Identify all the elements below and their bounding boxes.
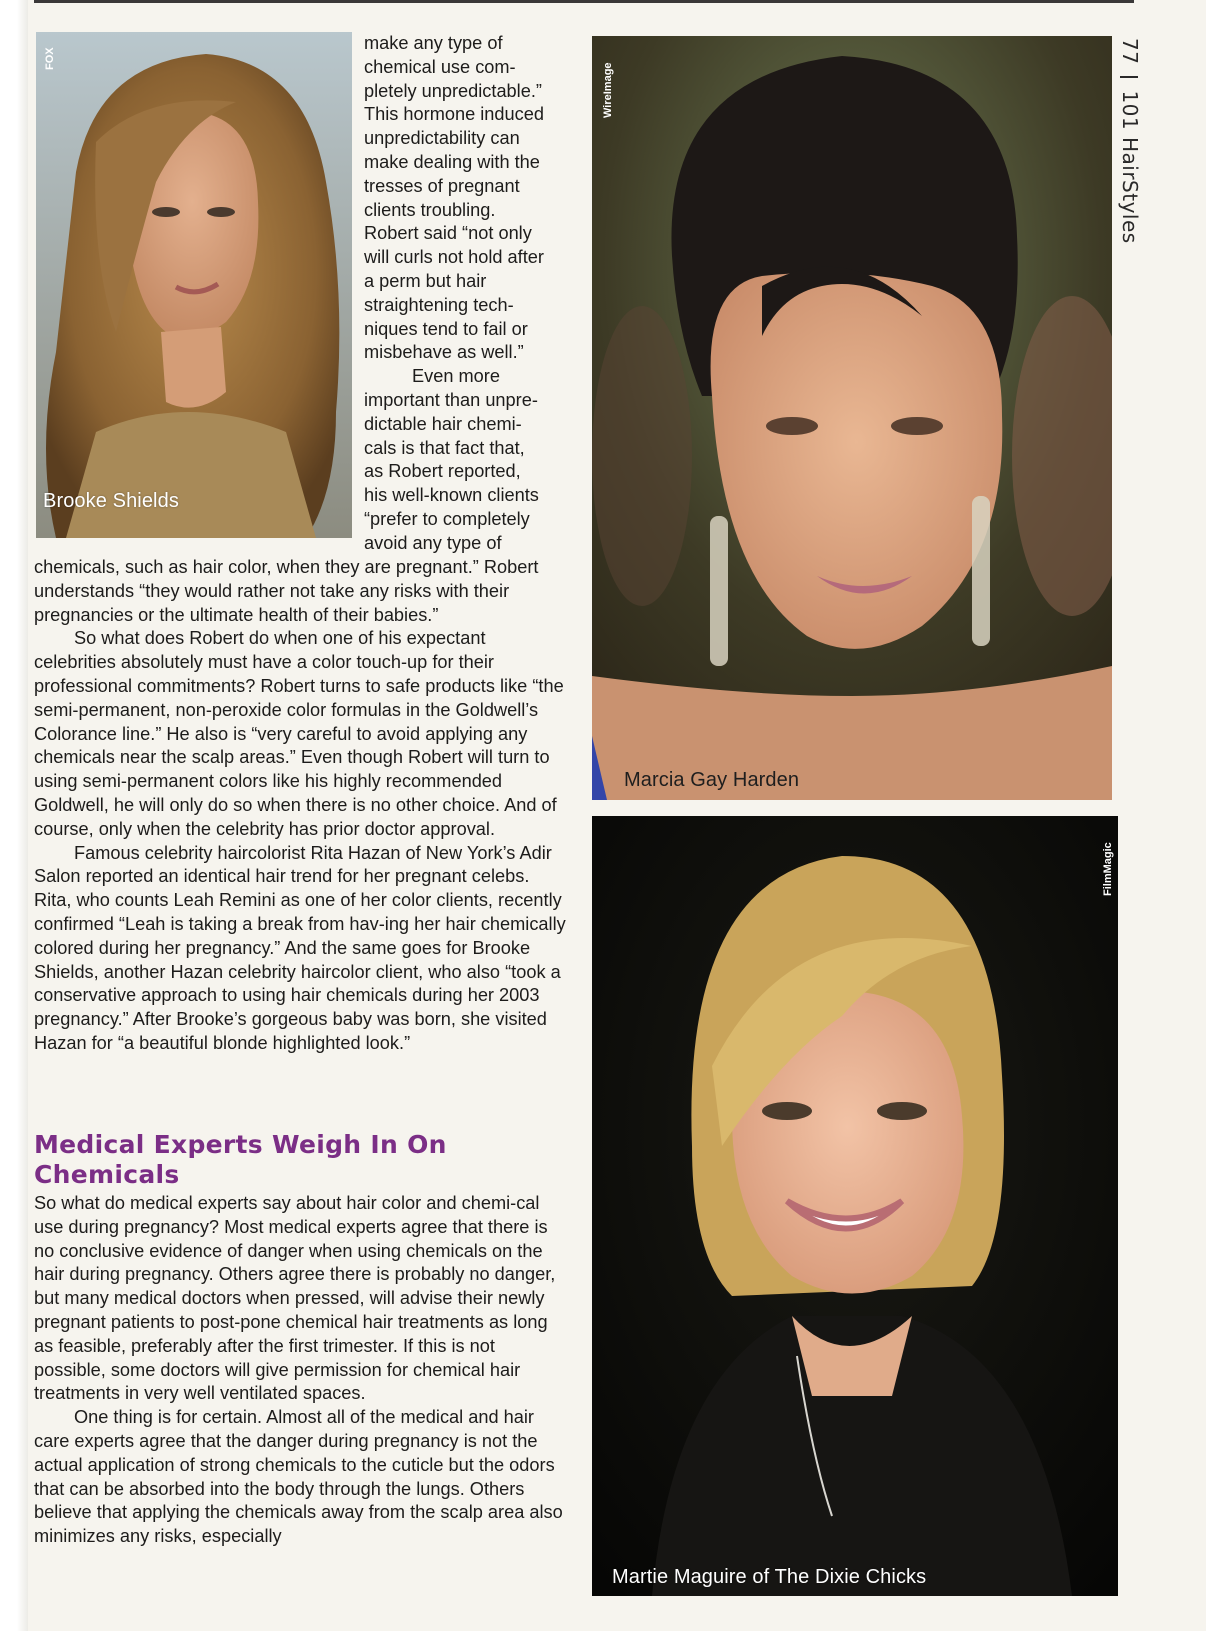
- caption-brooke-shields: Brooke Shields: [43, 490, 179, 512]
- text-line: pletely unpredictable.”: [364, 80, 542, 101]
- text-line: make any type of: [364, 33, 503, 53]
- text-line: niques tend to fail or: [364, 318, 528, 339]
- page-folio: [1118, 38, 1142, 244]
- portrait-image: [36, 32, 352, 538]
- text-line: clients troubling.: [364, 199, 496, 220]
- text-line: Robert said “not only: [364, 223, 532, 244]
- text-line: will curls not hold after: [364, 247, 544, 268]
- photo-credit-fox: FOX: [44, 47, 56, 70]
- page-number: 77: [1118, 38, 1142, 65]
- folio-separator: [1120, 76, 1138, 78]
- article-narrow-column: [364, 32, 566, 556]
- caption-martie-maguire: Martie Maguire of The Dixie Chicks: [612, 1566, 927, 1588]
- paragraph: One thing is for certain. Almost all of the medical and hair care experts agree that the danger during pregnancy is not the actual application of strong chemicals to the cuticle but the odors that can be absorbed into the body through the lungs. Others believe that applying the chemicals away from the scalp area also minimizes any risks, especially: [34, 1407, 563, 1547]
- paragraph: Famous celebrity haircolorist Rita Hazan of New York’s Adir Salon reported an identical hair trend for her pregnant celebs. Rita, who counts Leah Remini as one of her color clients, recently confirmed “Leah is taking a break from hav-ing her hair chemically colored during her pregnancy.” And the same goes for Brooke Shields, another Hazan celebrity haircolor client, who also “took a conservative approach to using hair chemicals during her 2003 pregnancy.” After Brooke’s gorgeous baby was born, she visited Hazan for “a beautiful blonde highlighted look.”: [34, 842, 566, 1053]
- paragraph: So what does Robert do when one of his expectant celebrities absolutely must have a color touch-up for their professional commitments? Robert turns to safe products like “the semi-permanent, non-peroxide color formulas in the Goldwell’s Colorance line.” He also is “very careful to avoid applying any chemicals near the scalp areas.” Even though Robert will turn to using semi-permanent colors like his highly recommended Goldwell, he will only do so when there is no other choice. And of course, only when the celebrity has prior doctor approval.: [34, 628, 564, 839]
- text-line: Even more: [412, 366, 500, 387]
- text-line: This hormone induced: [364, 104, 544, 125]
- text-line: his well-known clients: [364, 485, 539, 506]
- text-line: avoid any type of: [364, 532, 502, 553]
- article-body-lower: [34, 1192, 570, 1549]
- text-line: a perm but hair: [364, 270, 487, 291]
- portrait-image: [592, 816, 1118, 1596]
- publication-name: 101 HairStyles: [1118, 90, 1142, 244]
- text-line: unpredictability can: [364, 128, 520, 149]
- text-line: straightening tech-: [364, 294, 514, 315]
- text-line: tresses of pregnant: [364, 175, 520, 196]
- page-top-rule: [34, 0, 1134, 3]
- paragraph: So what do medical experts say about hair color and chemi-cal use during pregnancy? Most medical experts agree that there is no conclusive evidence of danger when using chemicals on the hair during pregnancy. Others agree there is probably no danger, but many medical doctors when pressed, will advise their newly pregnant patients to post-pone chemical hair treatments as long as feasible, preferably after the first trimester. If this is not possible, some doctors will give permission for chemical hair treatments in very well ventilated spaces.: [34, 1193, 556, 1404]
- text-line: important than unpre-: [364, 389, 538, 410]
- text-line: misbehave as well.”: [364, 342, 524, 363]
- portrait-image: [592, 36, 1112, 800]
- article-body-upper: [34, 556, 570, 1056]
- text-line: “prefer to completely: [364, 508, 530, 529]
- photo-brooke-shields: [36, 32, 352, 538]
- text-line: make dealing with the: [364, 151, 540, 172]
- page-edge: [0, 0, 28, 1631]
- photo-marcia-gay-harden: [592, 36, 1112, 800]
- text-line: chemical use com-: [364, 56, 516, 77]
- photo-martie-maguire: [592, 816, 1118, 1596]
- photo-credit-wireimage: WireImage: [602, 62, 614, 118]
- paragraph: chemicals, such as hair color, when they are pregnant.” Robert understands “they would rather not take any risks with their pregnancies or the ultimate health of their babies.”: [34, 557, 539, 625]
- photo-credit-filmmagic: FilmMagic: [1102, 842, 1114, 896]
- text-line: as Robert reported,: [364, 461, 521, 482]
- text-line: cals is that fact that,: [364, 437, 525, 458]
- text-line: dictable hair chemi-: [364, 413, 522, 434]
- caption-marcia-gay-harden: Marcia Gay Harden: [624, 769, 800, 791]
- section-heading: Medical Experts Weigh In On Chemicals: [34, 1130, 447, 1189]
